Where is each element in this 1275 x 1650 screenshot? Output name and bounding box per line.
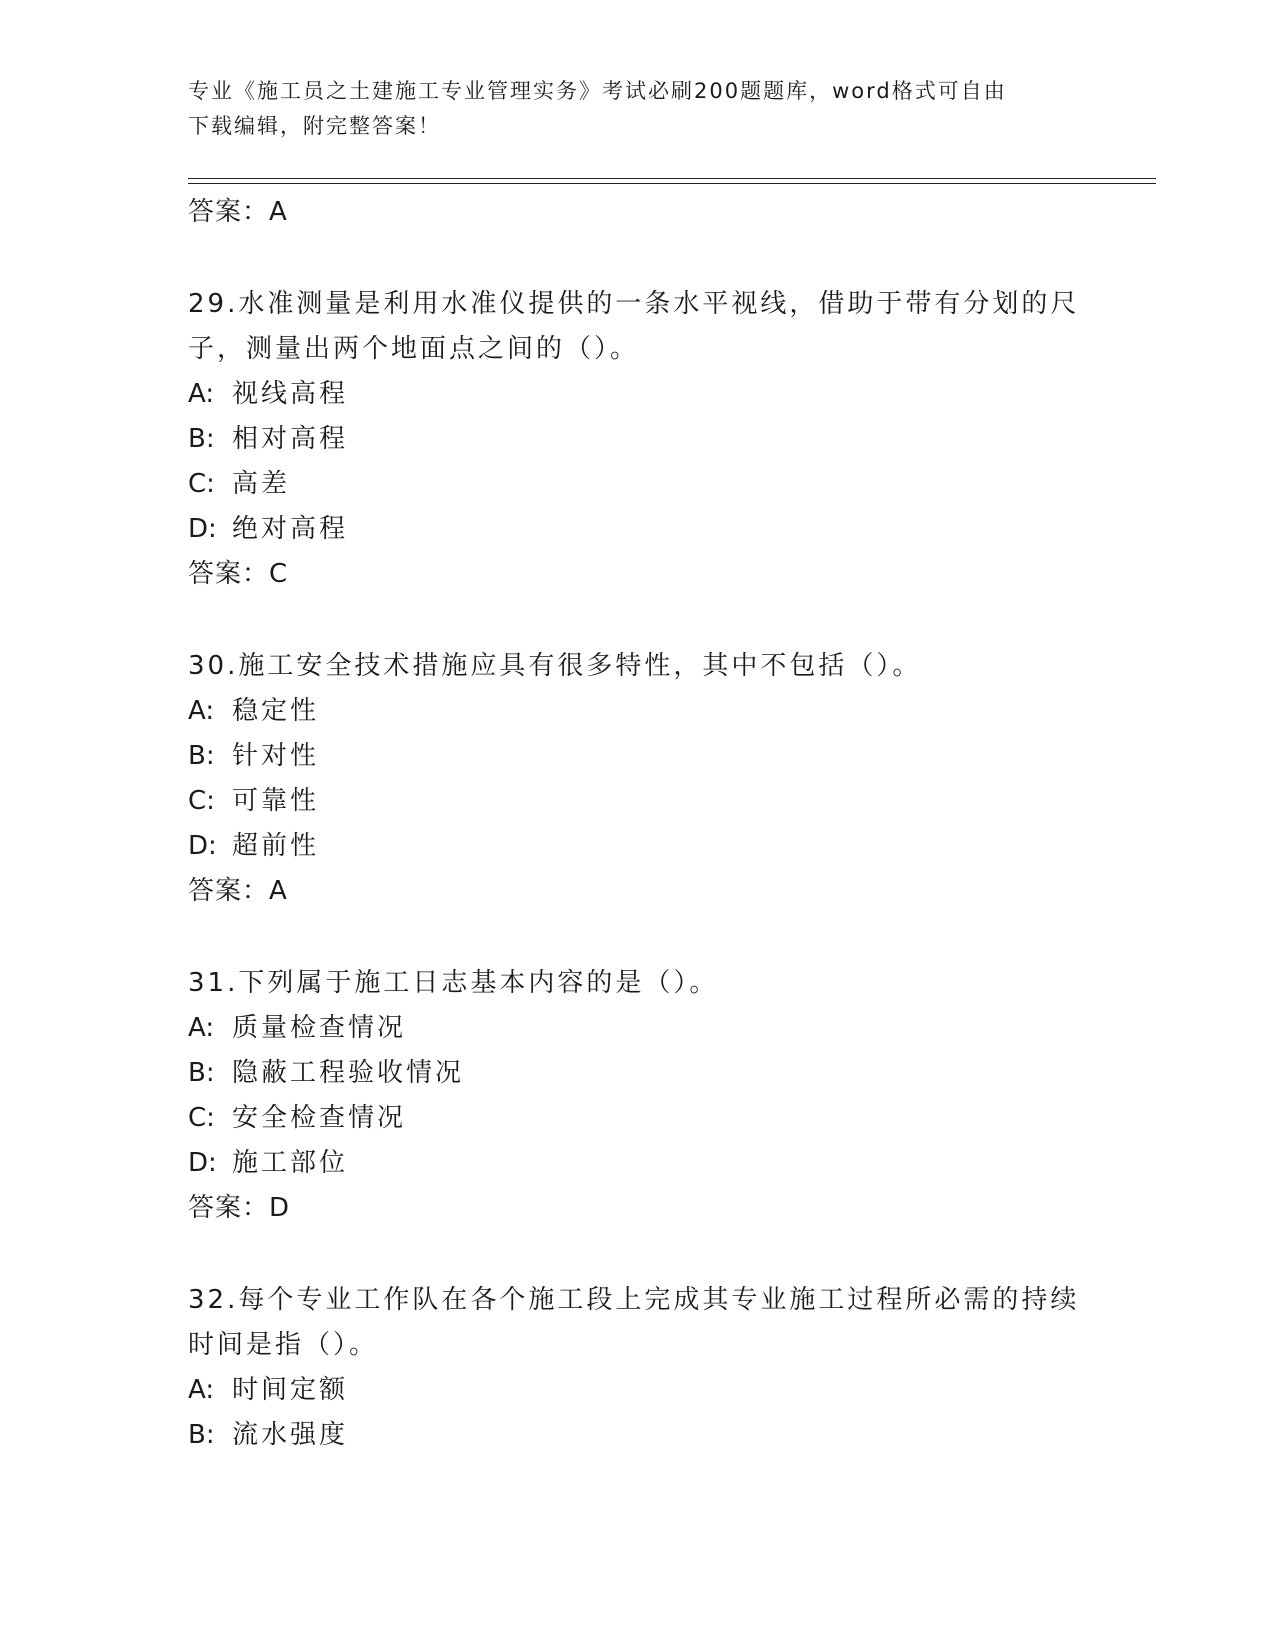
- question-text: 子，测量出两个地面点之间的（）。: [188, 334, 640, 364]
- option-text: 针对性: [232, 741, 320, 771]
- option-b: [188, 734, 1088, 779]
- option-text: 时间定额: [232, 1375, 349, 1405]
- option-a: [188, 1368, 1088, 1413]
- option-text: 超前性: [232, 831, 320, 861]
- option-text: 隐蔽工程验收情况: [232, 1058, 465, 1088]
- question-text: 时间是指（）。: [188, 1330, 379, 1360]
- option-text: 质量检查情况: [232, 1013, 407, 1043]
- option-text: 绝对高程: [232, 514, 349, 544]
- option-d: [188, 1141, 1088, 1186]
- question-text: 31.下列属于施工日志基本内容的是（）。: [188, 968, 719, 998]
- answer-line: 答案：C: [188, 559, 289, 589]
- question-29: [188, 282, 1088, 597]
- option-label: A:: [188, 1375, 215, 1405]
- question-31: [188, 961, 1088, 1231]
- option-c: [188, 1096, 1088, 1141]
- option-text: 安全检查情况: [232, 1103, 407, 1133]
- header-divider-top: [188, 178, 1156, 179]
- option-b: [188, 1413, 1088, 1458]
- option-a: [188, 372, 1088, 417]
- option-label: C:: [188, 469, 215, 499]
- option-label: B:: [188, 424, 215, 454]
- answer-line: 答案：A: [188, 876, 288, 906]
- header-divider-bottom: [188, 183, 1156, 184]
- question-32: [188, 1278, 1088, 1458]
- option-label: B:: [188, 1420, 215, 1450]
- option-text: 可靠性: [232, 786, 320, 816]
- question-text: 30.施工安全技术措施应具有很多特性，其中不包括（）。: [188, 651, 922, 681]
- answer-line: 答案：D: [188, 1193, 291, 1223]
- option-label: D:: [188, 514, 217, 544]
- header-line-1: 专业《施工员之土建施工专业管理实务》考试必刷200题题库，word格式可自由: [188, 79, 1007, 103]
- option-label: D:: [188, 831, 217, 861]
- option-text: 视线高程: [232, 379, 349, 409]
- option-label: A:: [188, 1013, 215, 1043]
- option-text: 相对高程: [232, 424, 349, 454]
- option-label: A:: [188, 696, 215, 726]
- option-a: [188, 1006, 1088, 1051]
- option-label: B:: [188, 741, 215, 771]
- document-header: [188, 74, 1088, 144]
- header-line-2: 下载编辑，附完整答案！: [188, 114, 441, 138]
- option-b: [188, 1051, 1088, 1096]
- option-text: 流水强度: [232, 1420, 349, 1450]
- option-label: A:: [188, 379, 215, 409]
- question-list: [188, 190, 1088, 1458]
- option-text: 稳定性: [232, 696, 320, 726]
- question-text: 32.每个专业工作队在各个施工段上完成其专业施工过程所必需的持续: [188, 1285, 1080, 1315]
- option-label: C:: [188, 786, 215, 816]
- option-d: [188, 507, 1088, 552]
- option-label: D:: [188, 1148, 217, 1178]
- question-30: [188, 644, 1088, 914]
- option-b: [188, 417, 1088, 462]
- option-c: [188, 779, 1088, 824]
- option-d: [188, 824, 1088, 869]
- option-label: C:: [188, 1103, 215, 1133]
- option-c: [188, 462, 1088, 507]
- option-label: B:: [188, 1058, 215, 1088]
- option-text: 施工部位: [232, 1148, 349, 1178]
- answer-line: 答案：A: [188, 197, 288, 227]
- option-a: [188, 689, 1088, 734]
- option-text: 高差: [232, 469, 291, 499]
- question-text: 29.水准测量是利用水准仪提供的一条水平视线，借助于带有分划的尺: [188, 289, 1080, 319]
